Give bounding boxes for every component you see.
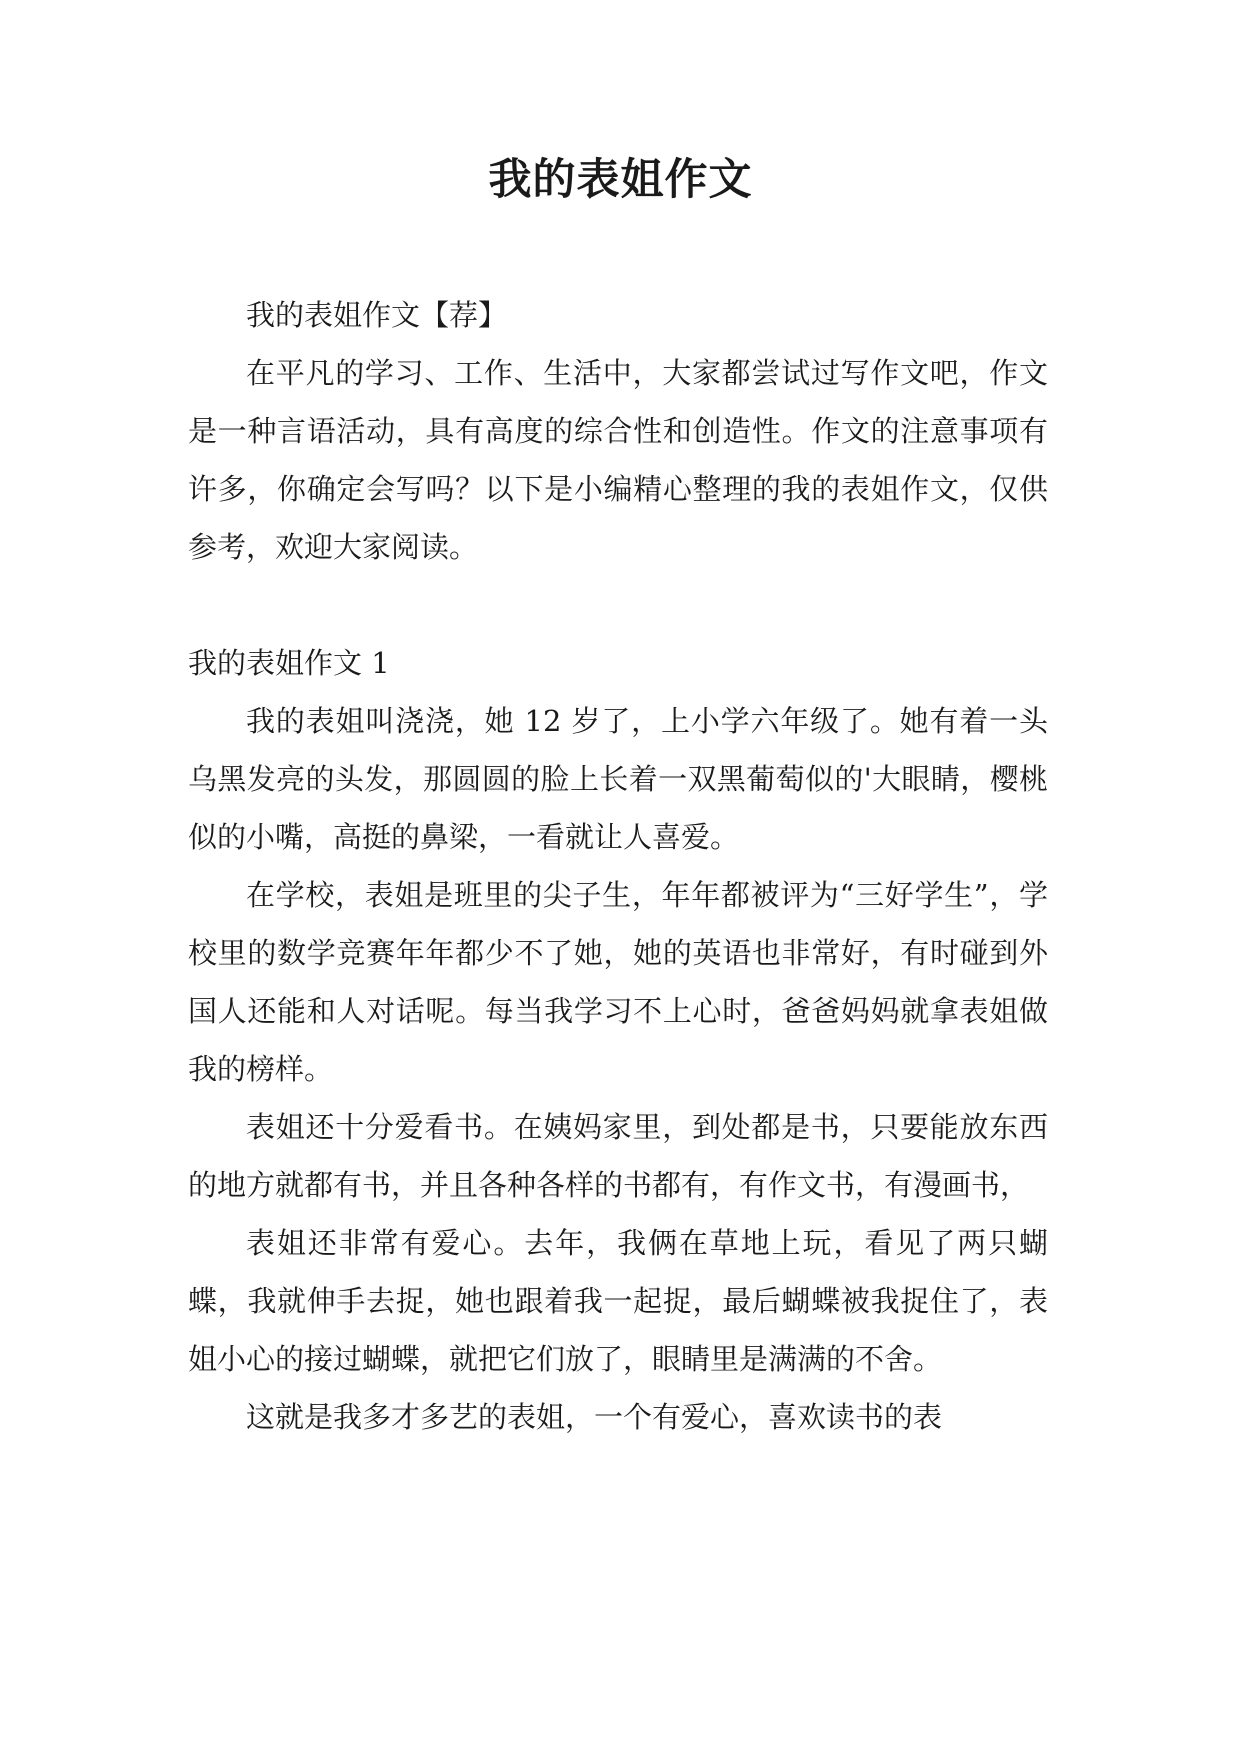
body-paragraph: 我的表姐叫浇浇，她 12 岁了，上小学六年级了。她有着一头乌黑发亮的头发，那圆圆的脸上长着一双黑葡萄似的'大眼睛，樱桃似的小嘴，高挺的鼻梁，一看就让人喜爱。 [188,704,1048,854]
body-paragraph: 这就是我多才多艺的表姐，一个有爱心，喜欢读书的表 [246,1400,943,1434]
document-body [188,286,1048,1446]
intro-paragraph: 在平凡的学习、工作、生活中，大家都尝试过写作文吧，作文是一种言语活动，具有高度的综合性和创造性。作文的注意事项有许多，你确定会写吗？以下是小编精心整理的我的表姐作文，仅供参考，欢迎大家阅读。 [188,356,1048,564]
paragraph-gap [188,576,1048,634]
document-title: 我的表姐作文 [488,155,753,205]
section-heading: 我的表姐作文 1 [188,646,390,680]
subtitle-paragraph: 我的表姐作文【荐】 [246,298,508,332]
body-paragraph: 表姐还十分爱看书。在姨妈家里，到处都是书，只要能放东西的地方就都有书，并且各种各样的书都有，有作文书，有漫画书， [188,1110,1048,1202]
body-paragraph: 表姐还非常有爱心。去年，我俩在草地上玩，看见了两只蝴蝶，我就伸手去捉，她也跟着我一起捉，最后蝴蝶被我捉住了，表姐小心的接过蝴蝶，就把它们放了，眼睛里是满满的不舍。 [188,1226,1048,1376]
body-paragraph: 在学校，表姐是班里的尖子生，年年都被评为“三好学生”，学校里的数学竞赛年年都少不了她，她的英语也非常好，有时碰到外国人还能和人对话呢。每当我学习不上心时，爸爸妈妈就拿表姐做我的榜样。 [188,878,1048,1086]
